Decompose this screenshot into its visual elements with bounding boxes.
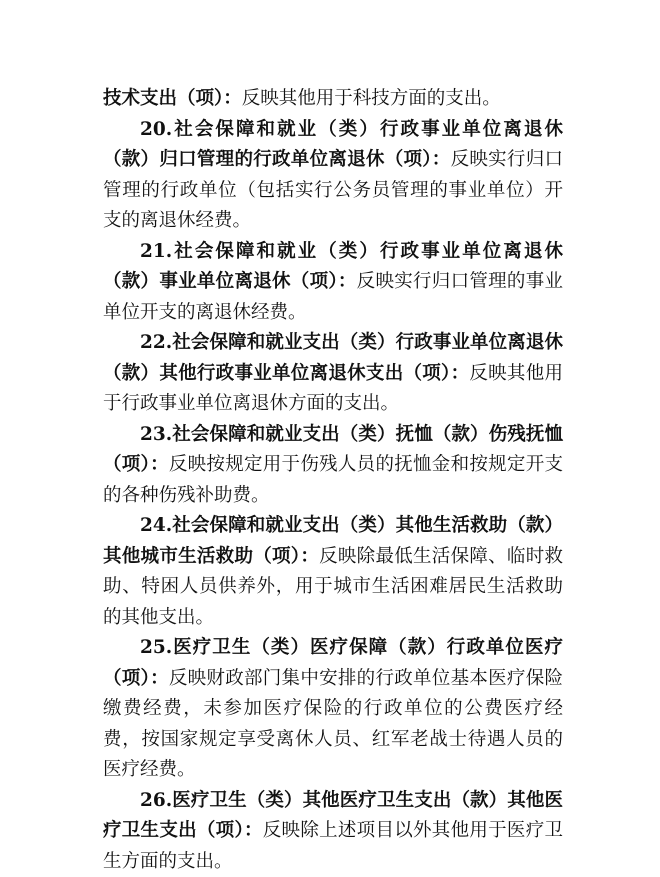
paragraph-heading: 20.社会保障和就业（类）行政事业单位离退休（款）归口管理的行政单位离退休（项）： [103, 119, 563, 171]
paragraph-text: 反映其他用于科技方面的支出。 [242, 88, 501, 109]
paragraph-text: 反映实行归口管理的事业单位开支的离退休经费。 [103, 271, 563, 323]
paragraph-heading: 25.医疗卫生（类）医疗保障（款）行政单位医疗（项）： [103, 637, 563, 689]
paragraph-item-26 [103, 786, 563, 877]
paragraph-text: 反映实行归口管理的行政单位（包括实行公务员管理的事业单位）开支的离退休经费。 [103, 149, 563, 231]
paragraph-text: 反映其他用于行政事业单位离退休方面的支出。 [103, 363, 563, 415]
paragraph-text: 反映除最低生活保障、临时救助、特困人员供养外，用于城市生活困难居民生活救助的其他支出。 [103, 546, 563, 628]
paragraph-item-24 [103, 511, 563, 633]
paragraph-heading: 24.社会保障和就业支出（类）其他生活救助（款）其他城市生活救助（项）： [103, 515, 563, 567]
paragraph-text: 反映按规定用于伤残人员的抚恤金和按规定开支的各种伤残补助费。 [103, 454, 563, 506]
paragraph-item-22 [103, 328, 563, 420]
paragraph-heading: 23.社会保障和就业支出（类）抚恤（款）伤残抚恤（项）： [103, 424, 563, 476]
paragraph-tech-expense [103, 84, 563, 115]
paragraph-heading: 22.社会保障和就业支出（类）行政事业单位离退休（款）其他行政事业单位离退休支出（项）： [103, 332, 563, 384]
paragraph-heading: 技术支出（项）： [103, 88, 242, 109]
document-body [103, 84, 563, 877]
paragraph-item-23 [103, 420, 563, 512]
paragraph-heading: 21.社会保障和就业（类）行政事业单位离退休（款）事业单位离退休（项）： [103, 241, 563, 293]
paragraph-heading: 26.医疗卫生（类）其他医疗卫生支出（款）其他医疗卫生支出（项）： [103, 790, 563, 842]
paragraph-text: 反映财政部门集中安排的行政单位基本医疗保险缴费经费，未参加医疗保险的行政单位的公费医疗经费，按国家规定享受离休人员、红军老战士待遇人员的医疗经费。 [103, 668, 563, 781]
paragraph-item-20 [103, 115, 563, 237]
paragraph-text: 反映除上述项目以外其他用于医疗卫生方面的支出。 [103, 820, 563, 872]
paragraph-item-25 [103, 633, 563, 786]
paragraph-item-21 [103, 237, 563, 329]
